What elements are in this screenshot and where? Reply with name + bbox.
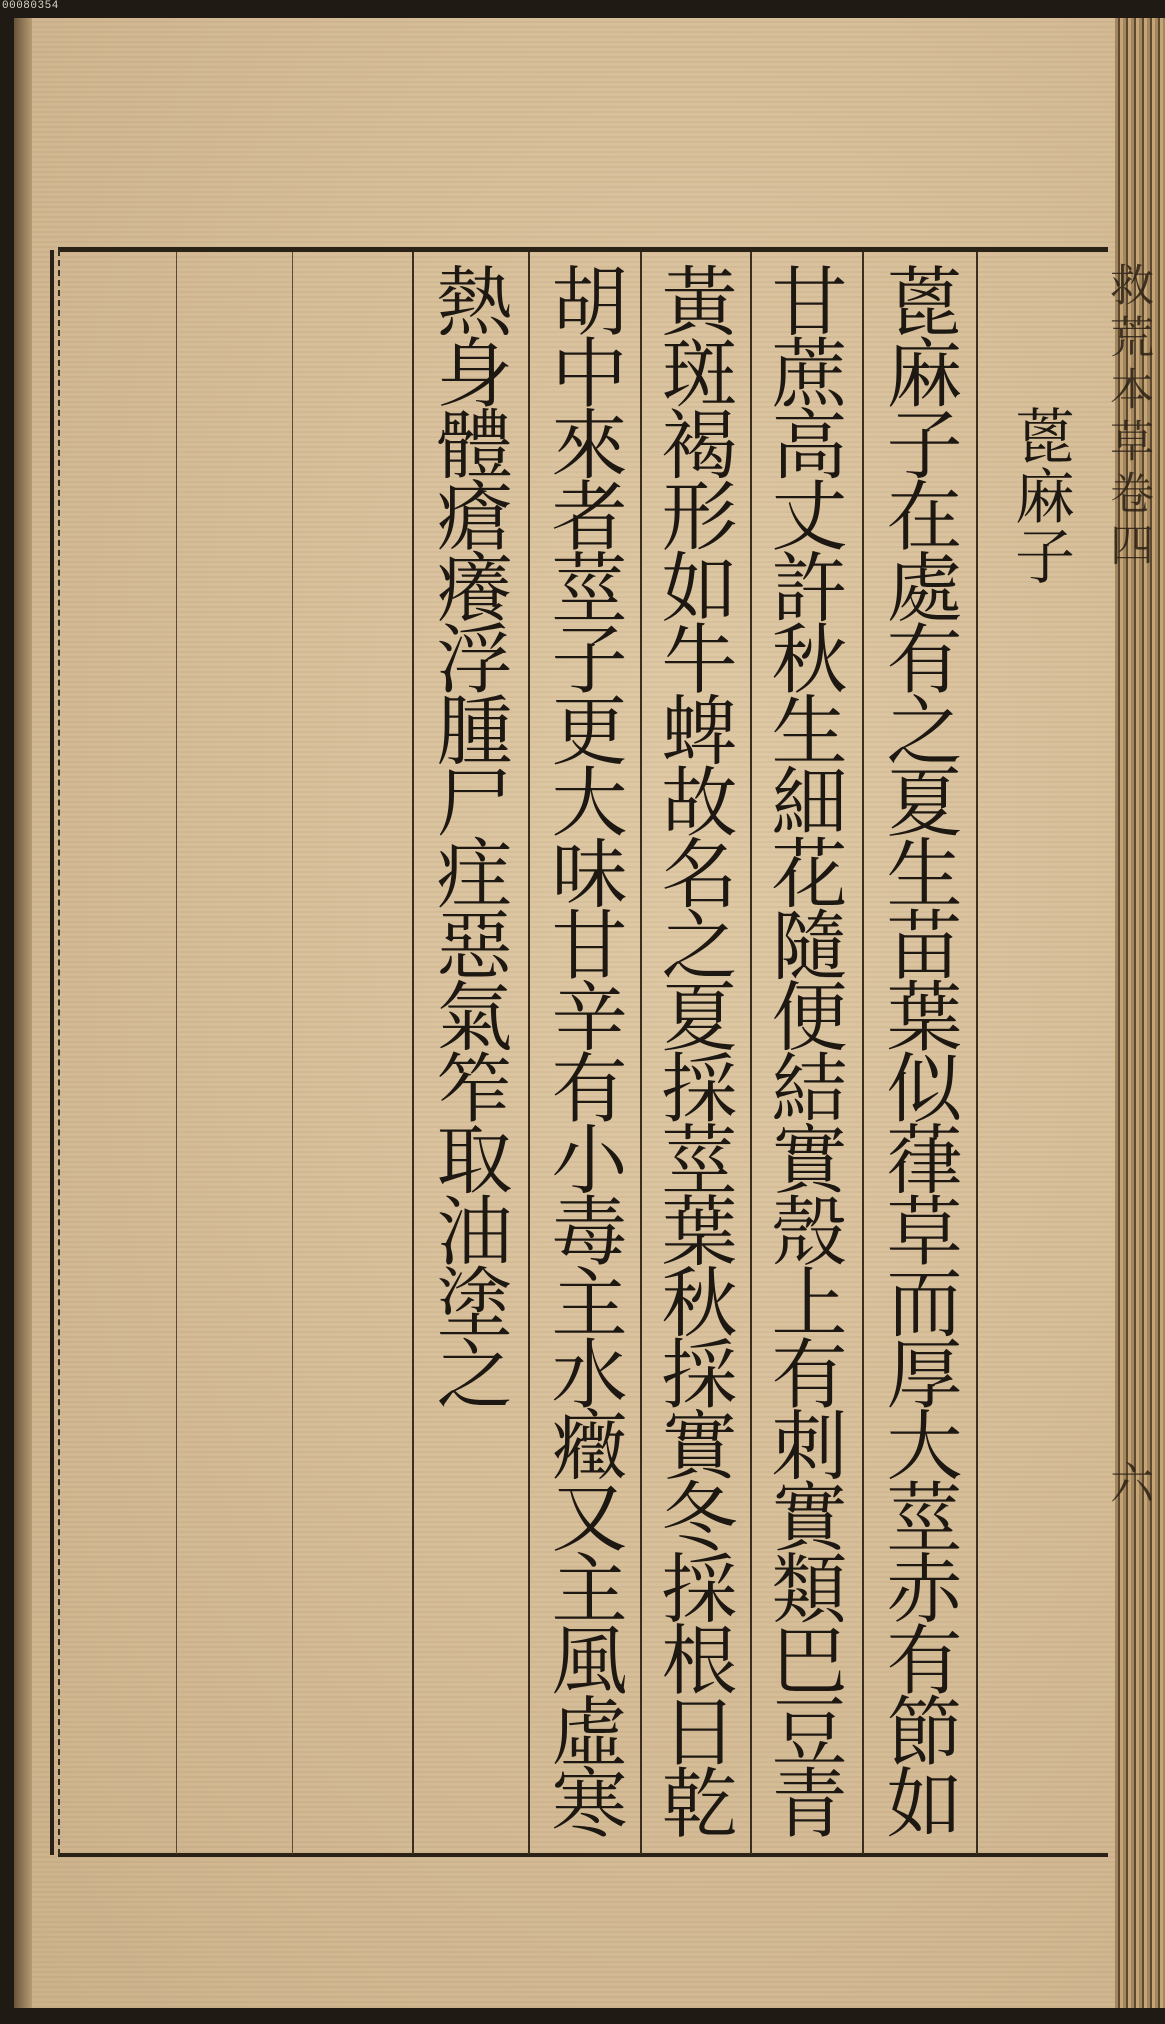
margin-page-number: 六 xyxy=(1102,1460,1153,1504)
column-rule xyxy=(640,252,642,1854)
print-frame-left xyxy=(50,250,60,1855)
column-rule xyxy=(750,252,752,1854)
text-column-2: 甘蔗高丈許秋生細花隨便結實殼上有刺實類巴豆青 xyxy=(759,262,848,1835)
column-rule xyxy=(976,252,978,1854)
text-column-5: 熱身體瘡癢浮腫尸疰惡氣笮取油塗之 xyxy=(424,262,513,1406)
column-rule xyxy=(862,252,864,1854)
column-rule xyxy=(176,252,177,1854)
print-frame-top xyxy=(58,247,1108,252)
text-column-3: 黃斑褐形如牛蜱故名之夏採莖葉秋採實冬採根日乾 xyxy=(649,262,738,1835)
text-column-4: 胡中來者莖子更大味甘辛有小毒主水癥又主風虛寒 xyxy=(539,262,628,1835)
entry-heading: 蓖麻子 xyxy=(1005,405,1075,585)
column-rule xyxy=(292,252,293,1854)
column-rule xyxy=(412,252,414,1854)
page-gutter xyxy=(14,18,32,2008)
scan-id-label: 00080354 xyxy=(2,0,59,12)
print-frame-bottom xyxy=(58,1853,1108,1857)
column-rule xyxy=(528,252,530,1854)
text-column-1: 蓖麻子在處有之夏生苗葉似葎草而厚大莖赤有節如 xyxy=(874,262,963,1835)
margin-book-title: 救荒本草卷四 xyxy=(1102,262,1153,574)
